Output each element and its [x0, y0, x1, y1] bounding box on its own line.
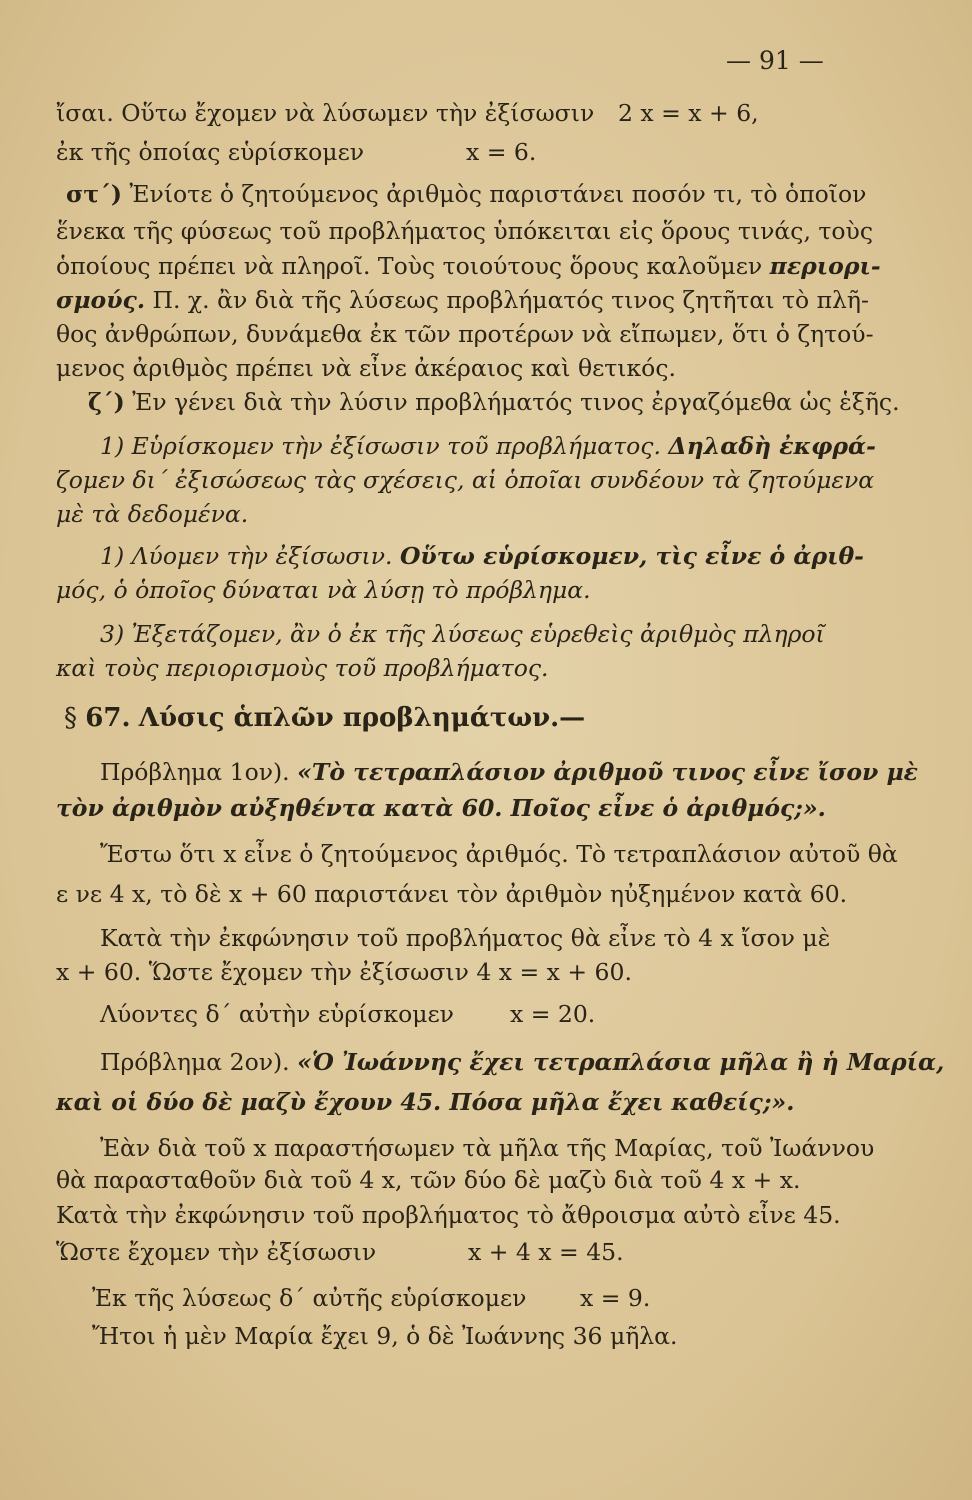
text-line	[100, 1046, 945, 1078]
text-line	[100, 430, 910, 462]
text-line: Ἔστω ὅτι x εἶνε ὁ ζητούμενος ἀριθμός. Τὸ τετραπλάσιον αὐτοῦ θὰ	[100, 840, 898, 868]
problem-label: Πρόβλημα 1ον).	[100, 758, 290, 786]
text-line	[56, 250, 881, 282]
italic-text: 1) Λύομεν τὴν ἐξίσωσιν.	[100, 542, 393, 570]
text-line: καὶ οἱ δύο δὲ μαζὺ ἔχουν 45. Πόσα μῆλα ἔχει καθείς;».	[56, 1088, 795, 1116]
subsection-label: στ΄)	[66, 180, 123, 208]
text-line: ε νε 4 x, τὸ δὲ x + 60 παριστάνει τὸν ἀριθμὸν ηὐξημένον κατὰ 60.	[56, 880, 848, 908]
text-line: τὸν ἀριθμὸν αὐξηθέντα κατὰ 60. Ποῖος εἶνε ὁ ἀριθμός;».	[56, 794, 826, 822]
text-line: μὲ τὰ δεδομένα.	[56, 500, 249, 528]
text-line	[56, 97, 866, 129]
subsection-label: ζ΄)	[88, 388, 125, 416]
text-line	[92, 1282, 902, 1314]
text-line	[88, 386, 898, 418]
text-line: Κατὰ τὴν ἐκφώνησιν τοῦ προβλήματος θὰ εἶνε τὸ 4 x ἴσον μὲ	[100, 924, 831, 952]
text-line	[56, 1236, 866, 1268]
emphasis-text: Δηλαδὴ ἐκφρά-	[668, 432, 876, 460]
emphasis-text: σμούς.	[56, 286, 145, 314]
emphasis-text: Οὕτω εὑρίσκομεν, τὶς εἶνε ὁ ἀριθ-	[399, 542, 864, 570]
text-line: ζομεν δι΄ ἐξισώσεως τὰς σχέσεις, αἱ ὁποῖαι συνδέουν τὰ ζητούμενα	[56, 466, 875, 494]
text-line: θὰ παρασταθοῦν διὰ τοῦ 4 x, τῶν δύο δὲ μαζὺ διὰ τοῦ 4 x + x.	[56, 1166, 801, 1194]
section-heading	[64, 702, 874, 734]
line-text: Ἐνίοτε ὁ ζητούμενος ἀριθμὸς παριστάνει ποσόν τι, τὸ ὁποῖον	[129, 180, 867, 208]
text-line: Κατὰ τὴν ἐκφώνησιν τοῦ προβλήματος τὸ ἄθροισμα αὐτὸ εἶνε 45.	[56, 1201, 841, 1229]
line-text: Ἐκ τῆς λύσεως δ΄ αὐτῆς εὑρίσκομεν	[92, 1284, 527, 1312]
line-text: ἴσαι. Οὕτω ἔχομεν νὰ λύσωμεν τὴν ἐξίσωσιν	[56, 99, 595, 127]
line-text: Ἐν γένει διὰ τὴν λύσιν προβλήματός τινος ἐργαζόμεθα ὡς ἑξῆς.	[132, 388, 900, 416]
line-text: Π. χ. ἂν διὰ τῆς λύσεως προβλήματός τινος ζητῆται τὸ πλῆ-	[152, 286, 869, 314]
equation: x = 6.	[466, 138, 537, 166]
problem-statement: «Τὸ τετραπλάσιον ἀριθμοῦ τινος εἶνε ἴσον μὲ	[297, 758, 918, 786]
text-line: καὶ τοὺς περιορισμοὺς τοῦ προβλήματος.	[56, 654, 549, 682]
line-text: Λύοντες δ΄ αὐτὴν εὑρίσκομεν	[100, 1000, 454, 1028]
equation: x + 4 x = 45.	[468, 1238, 624, 1266]
text-line	[100, 540, 910, 572]
line-text: ὁποίους πρέπει νὰ πληροῖ. Τοὺς τοιούτους ὅρους καλοῦμεν	[56, 252, 763, 280]
problem-label: Πρόβλημα 2ον).	[100, 1048, 290, 1076]
line-text: Ὥστε ἔχομεν τὴν ἐξίσωσιν	[56, 1238, 377, 1266]
problem-statement: «Ὁ Ἰωάννης ἔχει τετραπλάσια μῆλα ἢ ἡ Μαρία,	[297, 1048, 945, 1076]
text-line: μενος ἀριθμὸς πρέπει νὰ εἶνε ἀκέραιος καὶ θετικός.	[56, 354, 676, 382]
text-line: μός, ὁ ὁποῖος δύναται νὰ λύσῃ τὸ πρόβλημα.	[56, 576, 591, 604]
text-line	[56, 284, 869, 316]
text-line	[66, 178, 876, 210]
text-line	[56, 136, 866, 168]
text-line	[100, 756, 918, 788]
section-symbol: §	[64, 703, 77, 733]
text-line: 3) Ἐξετάζομεν, ἂν ὁ ἐκ τῆς λύσεως εὑρεθεὶς ἀριθμὸς πληροῖ	[100, 620, 825, 648]
equation: x = 9.	[580, 1284, 651, 1312]
text-line: ἕνεκα τῆς φύσεως τοῦ προβλήματος ὑπόκειται εἰς ὅρους τινάς, τοὺς	[56, 217, 873, 245]
text-line	[100, 998, 910, 1030]
text-line: x + 60. Ὥστε ἔχομεν τὴν ἐξίσωσιν 4 x = x + 60.	[56, 958, 632, 986]
section-number: 67.	[85, 703, 131, 733]
equation: 2 x = x + 6,	[618, 99, 759, 127]
equation: x = 20.	[510, 1000, 596, 1028]
text-line: Ἐὰν διὰ τοῦ x παραστήσωμεν τὰ μῆλα τῆς Μαρίας, τοῦ Ἰωάννου	[100, 1134, 875, 1162]
section-title: Λύσις ἁπλῶν προβλημάτων.—	[138, 703, 586, 733]
page-number: — 91 —	[726, 46, 824, 75]
text-line: θος ἀνθρώπων, δυνάμεθα ἐκ τῶν προτέρων νὰ εἴπωμεν, ὅτι ὁ ζητού-	[56, 320, 874, 348]
emphasis-text: περιορι-	[769, 252, 881, 280]
line-text: ἐκ τῆς ὁποίας εὑρίσκομεν	[56, 138, 365, 166]
text-line: Ἤτοι ἡ μὲν Μαρία ἔχει 9, ὁ δὲ Ἰωάννης 36 μῆλα.	[92, 1322, 678, 1350]
italic-text: 1) Εὑρίσκομεν τὴν ἐξίσωσιν τοῦ προβλήματος.	[100, 432, 661, 460]
